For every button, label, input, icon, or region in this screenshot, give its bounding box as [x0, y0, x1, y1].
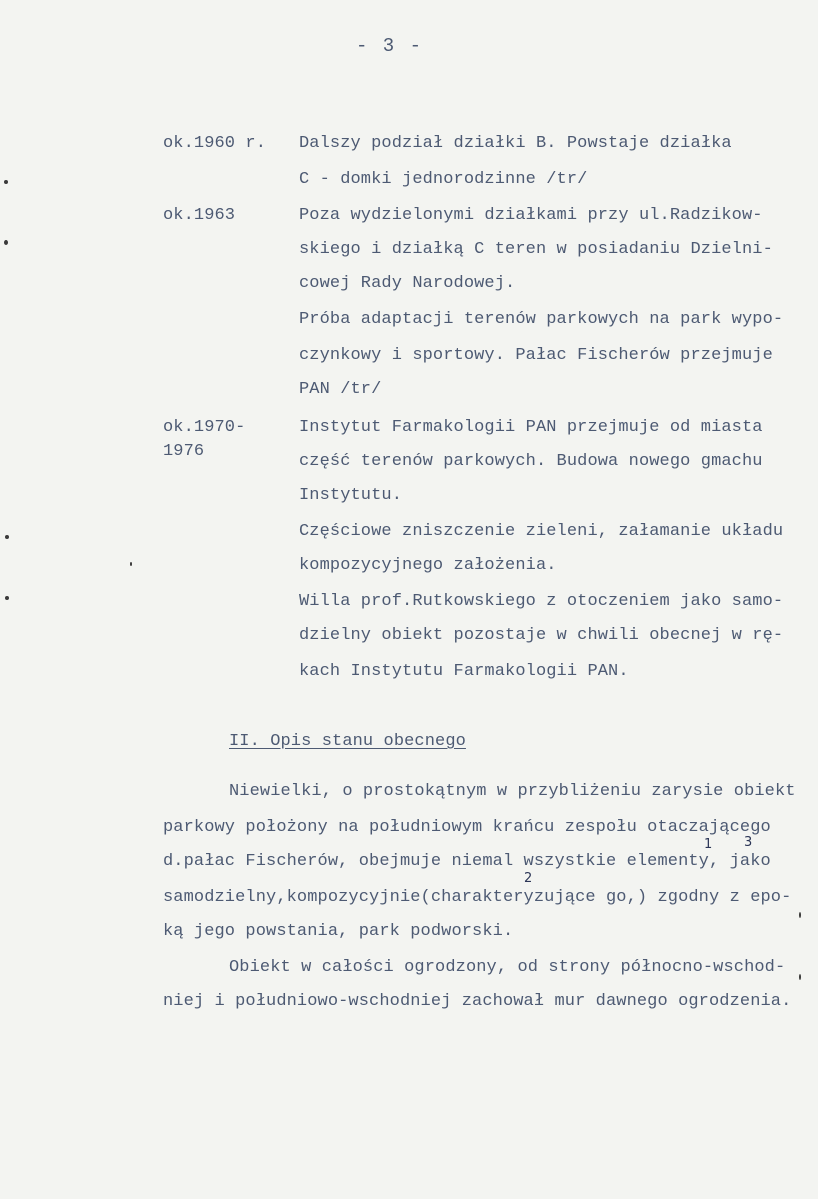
- scan-speck: [130, 562, 132, 566]
- paragraph-line: Niewielki, o prostokątnym w przybliżeniu zarysie obiekt: [229, 782, 796, 801]
- timeline-line: cowej Rady Narodowej.: [299, 274, 516, 293]
- timeline-date: ok.1963: [163, 206, 236, 225]
- timeline-date: ok.1970-: [163, 418, 246, 437]
- section-heading: II. Opis stanu obecnego: [229, 732, 466, 751]
- timeline-line: Próba adaptacji terenów parkowych na park wypo-: [299, 310, 784, 329]
- handwritten-mark: 3: [744, 835, 753, 850]
- scan-speck: [799, 974, 801, 980]
- paragraph-line: niej i południowo-wschodniej zachował mur dawnego ogrodzenia.: [163, 992, 792, 1011]
- timeline-line: Willa prof.Rutkowskiego z otoczeniem jako samo-: [299, 592, 784, 611]
- paragraph-line: d.pałac Fischerów, obejmuje niemal wszystkie elementy, jako: [163, 852, 771, 871]
- timeline-line: C - domki jednorodzinne /tr/: [299, 170, 588, 189]
- timeline-line: Częściowe zniszczenie zieleni, załamanie układu: [299, 522, 784, 541]
- scan-speck: [799, 912, 801, 918]
- timeline-line: skiego i działką C teren w posiadaniu Dzielni-: [299, 240, 773, 259]
- paragraph-line: samodzielny,kompozycyjnie(charakteryzujące go,) zgodny z epo-: [163, 888, 792, 907]
- timeline-date: ok.1960 r.: [163, 134, 267, 153]
- timeline-line: czynkowy i sportowy. Pałac Fischerów przejmuje: [299, 346, 773, 365]
- scan-speck: [5, 596, 9, 600]
- scan-speck: [4, 180, 8, 184]
- scan-speck: [4, 240, 8, 245]
- timeline-line: kompozycyjnego założenia.: [299, 556, 557, 575]
- timeline-line: dzielny obiekt pozostaje w chwili obecnej w rę-: [299, 626, 784, 645]
- timeline-line: część terenów parkowych. Budowa nowego gmachu: [299, 452, 763, 471]
- timeline-line: Poza wydzielonymi działkami przy ul.Radzikow-: [299, 206, 763, 225]
- page-number: - 3 -: [356, 35, 424, 57]
- timeline-date: 1976: [163, 442, 205, 461]
- timeline-line: Dalszy podział działki B. Powstaje działka: [299, 134, 732, 153]
- paragraph-line: Obiekt w całości ogrodzony, od strony północno-wschod-: [229, 958, 786, 977]
- handwritten-mark: 2: [524, 871, 533, 886]
- scan-speck: [5, 535, 9, 539]
- timeline-line: Instytut Farmakologii PAN przejmuje od miasta: [299, 418, 763, 437]
- timeline-line: Instytutu.: [299, 486, 403, 505]
- paragraph-line: ką jego powstania, park podworski.: [163, 922, 514, 941]
- paragraph-line: parkowy położony na południowym krańcu zespołu otaczającego: [163, 818, 771, 837]
- timeline-line: kach Instytutu Farmakologii PAN.: [299, 662, 629, 681]
- handwritten-mark: 1: [704, 837, 713, 852]
- timeline-line: PAN /tr/: [299, 380, 382, 399]
